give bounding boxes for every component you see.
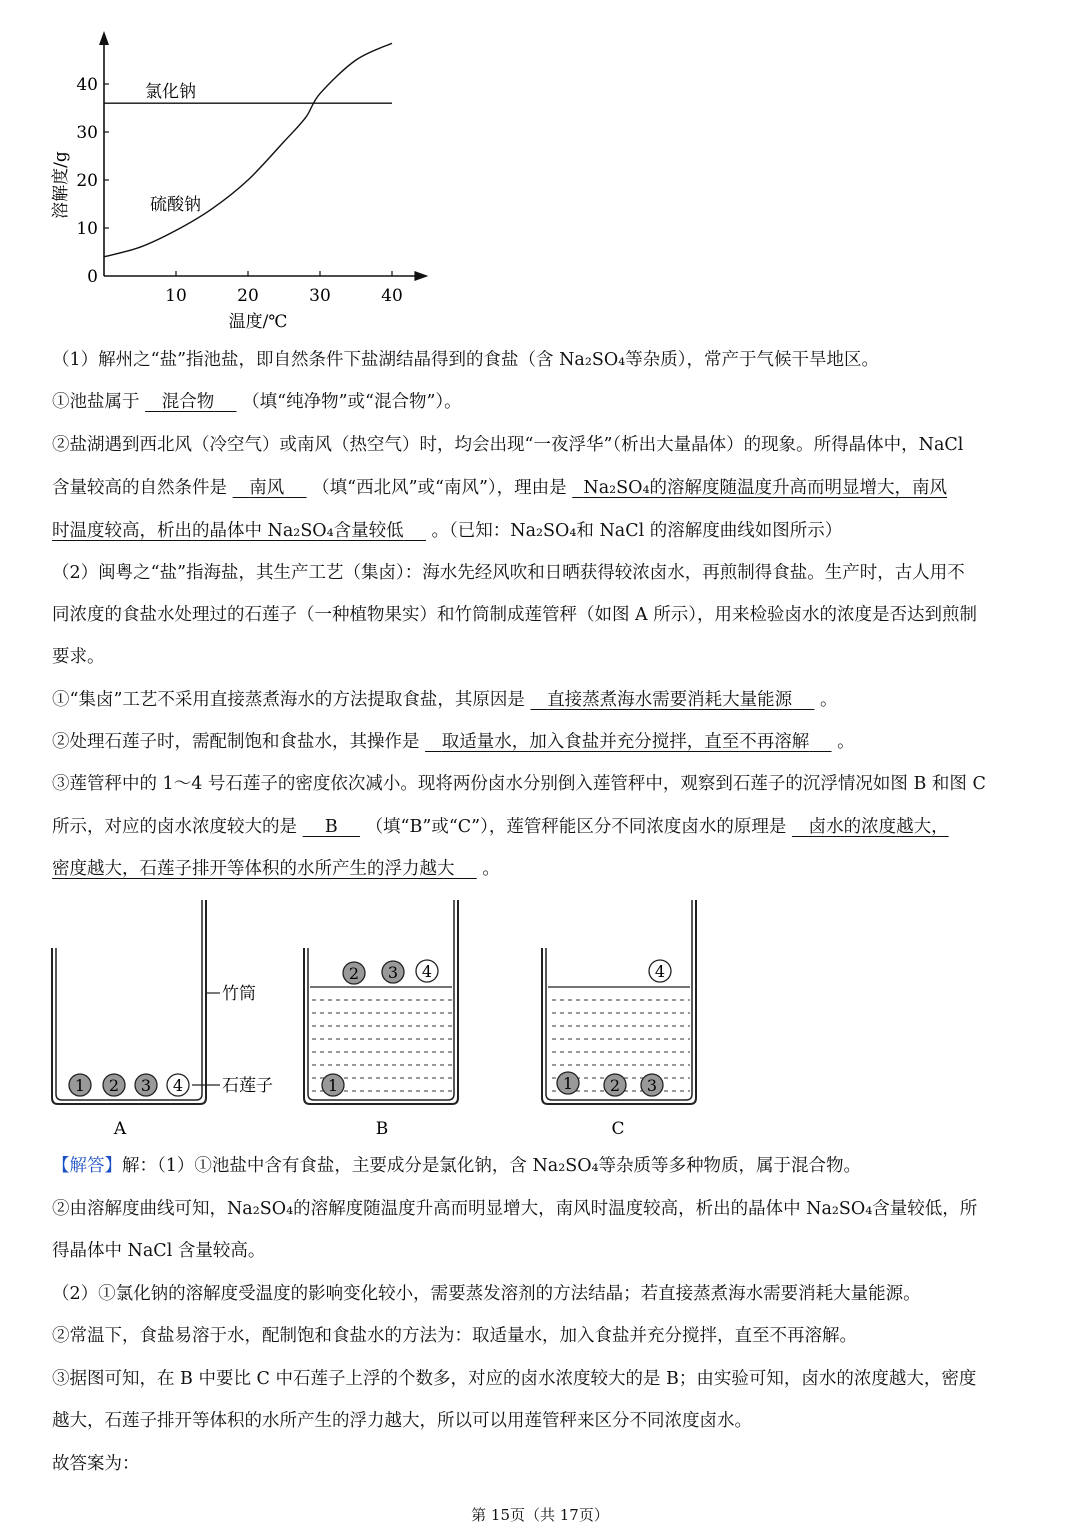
q1-part1 bbox=[52, 390, 1054, 414]
svg-text:4: 4 bbox=[421, 962, 433, 981]
svg-text:4: 4 bbox=[172, 1076, 184, 1095]
q2-part3-line3 bbox=[52, 857, 1054, 881]
seed-b2 bbox=[343, 962, 365, 984]
caption-a: A bbox=[113, 1119, 127, 1139]
q1-p1-answer: 混合物 bbox=[161, 392, 215, 412]
q2-p1-answer: 直接蒸煮海水需要消耗大量能源 bbox=[547, 690, 793, 710]
svg-text:4: 4 bbox=[654, 962, 666, 981]
lotus-tube-figure bbox=[40, 890, 740, 1150]
svg-text:1: 1 bbox=[327, 1076, 339, 1095]
series-label-nacl: 氯化钠 bbox=[145, 82, 196, 102]
x-tick-label: 20 bbox=[237, 286, 259, 306]
y-tick-label: 30 bbox=[76, 123, 98, 143]
seed-b1 bbox=[322, 1074, 344, 1096]
chart-ticks bbox=[76, 75, 402, 306]
tube-c bbox=[542, 900, 696, 1139]
q2-part3-line2 bbox=[52, 815, 1054, 839]
seed-a3 bbox=[135, 1074, 157, 1096]
x-tick-label: 10 bbox=[165, 286, 187, 306]
seed-c2 bbox=[604, 1074, 626, 1096]
seed-c4 bbox=[649, 960, 671, 982]
caption-b: B bbox=[375, 1119, 389, 1139]
solution-2a: ②由溶解度曲线可知，Na₂SO₄的溶解度随温度升高而明显增大，南风时温度较高，析出的晶体中 Na₂SO₄含量较低，所 bbox=[52, 1199, 978, 1219]
seed-a2 bbox=[103, 1074, 125, 1096]
solution-6: 故答案为： bbox=[52, 1454, 140, 1474]
q2-part3-line1: ③莲管秤中的 1～4 号石莲子的密度依次减小。现将两份卤水分别倒入莲管秤中，观察到石莲子的沉浮情况如图 B 和图 C bbox=[52, 774, 986, 794]
q2-p2-prefix: ②处理石莲子时，需配制饱和食盐水，其操作是 bbox=[52, 732, 420, 752]
q2-part1 bbox=[52, 688, 1054, 712]
q1-p2-reason-a: Na₂SO₄的溶解度随温度升高而明显增大，南风 bbox=[583, 478, 948, 498]
q1-intro: （1）解州之“盐”指池盐，即自然条件下盐湖结晶得到的食盐（含 Na₂SO₄等杂质），常产于气候干旱地区。 bbox=[52, 350, 879, 370]
svg-text:2: 2 bbox=[348, 964, 360, 983]
y-tick-label: 10 bbox=[76, 219, 98, 239]
q2-intro-1: （2）闽粤之“盐”指海盐，其生产工艺（集卤）：海水先经风吹和日晒获得较浓卤水，再煎制得食盐。生产时，古人用不 bbox=[52, 563, 965, 583]
q1-part2-line2 bbox=[52, 476, 1054, 500]
y-tick-label: 20 bbox=[76, 171, 98, 191]
tube-a bbox=[52, 900, 273, 1139]
q2-p3-prefix: 所示，对应的卤水浓度较大的是 bbox=[52, 817, 297, 837]
solution-2b: 得晶体中 NaCl 含量较高。 bbox=[52, 1241, 266, 1261]
q1-p2-reason-b: 时温度较高，析出的晶体中 Na₂SO₄含量较低 bbox=[52, 521, 404, 541]
q2-p3-answer: B bbox=[324, 817, 338, 837]
q1-p1-suffix: （填“纯净物”或“混合物”）。 bbox=[242, 392, 462, 412]
page-footer: 第 15页（共 17页） bbox=[471, 1506, 609, 1524]
q2-intro-3: 要求。 bbox=[52, 647, 105, 667]
q2-p1-suffix: 。 bbox=[820, 690, 838, 710]
q2-p3-reason-a: 卤水的浓度越大， bbox=[808, 817, 949, 837]
series-label-na2so4: 硫酸钠 bbox=[150, 195, 201, 215]
seed-b4 bbox=[416, 960, 438, 982]
caption-c: C bbox=[611, 1119, 625, 1139]
q2-p3-mid: （填“B”或“C”），莲管秤能区分不同浓度卤水的原理是 bbox=[365, 817, 787, 837]
solution-5b: 越大，石莲子排开等体积的水所产生的浮力越大，所以可以用莲管秤来区分不同浓度卤水。 bbox=[52, 1411, 752, 1431]
seed-a1 bbox=[69, 1074, 91, 1096]
label-tube: 竹筒 bbox=[222, 984, 256, 1004]
q1-p2-mid: （填“西北风”或“南风”），理由是 bbox=[312, 478, 567, 498]
solution-4: ②常温下，食盐易溶于水，配制饱和食盐水的方法为：取适量水，加入食盐并充分搅拌，直至不再溶解。 bbox=[52, 1326, 857, 1346]
svg-text:2: 2 bbox=[609, 1076, 621, 1095]
solubility-chart bbox=[40, 25, 440, 335]
svg-text:3: 3 bbox=[387, 963, 399, 982]
y-axis-arrow bbox=[99, 31, 109, 45]
q1-p1-prefix: ①池盐属于 bbox=[52, 392, 140, 412]
seed-b3 bbox=[382, 961, 404, 983]
svg-text:2: 2 bbox=[108, 1076, 120, 1095]
seed-a4 bbox=[167, 1074, 189, 1096]
seed-c3 bbox=[641, 1074, 663, 1096]
solution-1 bbox=[52, 1154, 1054, 1178]
y-tick-label: 0 bbox=[87, 267, 98, 287]
q2-p2-suffix: 。 bbox=[837, 732, 855, 752]
chart-series bbox=[104, 43, 392, 257]
svg-text:3: 3 bbox=[646, 1076, 658, 1095]
solution-s1: 解：（1）①池盐中含有食盐，主要成分是氯化钠，含 Na₂SO₄等杂质等多种物质，属于混合物。 bbox=[122, 1156, 862, 1176]
y-tick-label: 40 bbox=[76, 75, 98, 95]
q1-p2-prefix: 含量较高的自然条件是 bbox=[52, 478, 227, 498]
series-line-na2so4 bbox=[104, 43, 392, 257]
q2-intro-2: 同浓度的食盐水处理过的石莲子（一种植物果实）和竹筒制成莲管秤（如图 A 所示），用来检验卤水的浓度是否达到煎制 bbox=[52, 605, 978, 625]
q1-part2-line1: ②盐湖遇到西北风（冷空气）或南风（热空气）时，均会出现“一夜浮华”（析出大量晶体）的现象。所得晶体中，NaCl bbox=[52, 435, 964, 455]
x-axis-arrow bbox=[414, 271, 428, 281]
svg-text:1: 1 bbox=[74, 1076, 86, 1095]
tube-b bbox=[304, 900, 458, 1139]
y-axis-label: 溶解度/g bbox=[51, 151, 71, 219]
solution-3: （2）①氯化钠的溶解度受温度的影响变化较小，需要蒸发溶剂的方法结晶；若直接蒸煮海水需要消耗大量能源。 bbox=[52, 1284, 921, 1304]
q2-p3-reason-b: 密度越大，石莲子排开等体积的水所产生的浮力越大 bbox=[52, 859, 455, 879]
x-tick-label: 40 bbox=[381, 286, 403, 306]
q2-p2-answer: 取适量水，加入食盐并充分搅拌，直至不再溶解 bbox=[441, 732, 810, 752]
q2-p3-suffix: 。 bbox=[482, 859, 500, 879]
x-axis-label: 温度/℃ bbox=[228, 312, 288, 332]
solution-tag: 【解答】 bbox=[52, 1156, 122, 1176]
svg-text:1: 1 bbox=[562, 1074, 574, 1093]
q2-part2 bbox=[52, 730, 1054, 754]
q2-p1-prefix: ①“集卤”工艺不采用直接蒸煮海水的方法提取食盐，其原因是 bbox=[52, 690, 525, 710]
q1-part2-line3 bbox=[52, 519, 1054, 543]
q1-p2-answer: 南风 bbox=[249, 478, 285, 498]
seed-c1 bbox=[557, 1072, 579, 1094]
svg-text:3: 3 bbox=[140, 1076, 152, 1095]
solution-5a: ③据图可知，在 B 中要比 C 中石莲子上浮的个数多，对应的卤水浓度较大的是 B；由实验可知，卤水的浓度越大，密度 bbox=[52, 1369, 977, 1389]
q1-p2-suffix: 。（已知：Na₂SO₄和 NaCl 的溶解度曲线如图所示） bbox=[431, 521, 843, 541]
label-seed: 石莲子 bbox=[222, 1076, 273, 1096]
x-tick-label: 30 bbox=[309, 286, 331, 306]
